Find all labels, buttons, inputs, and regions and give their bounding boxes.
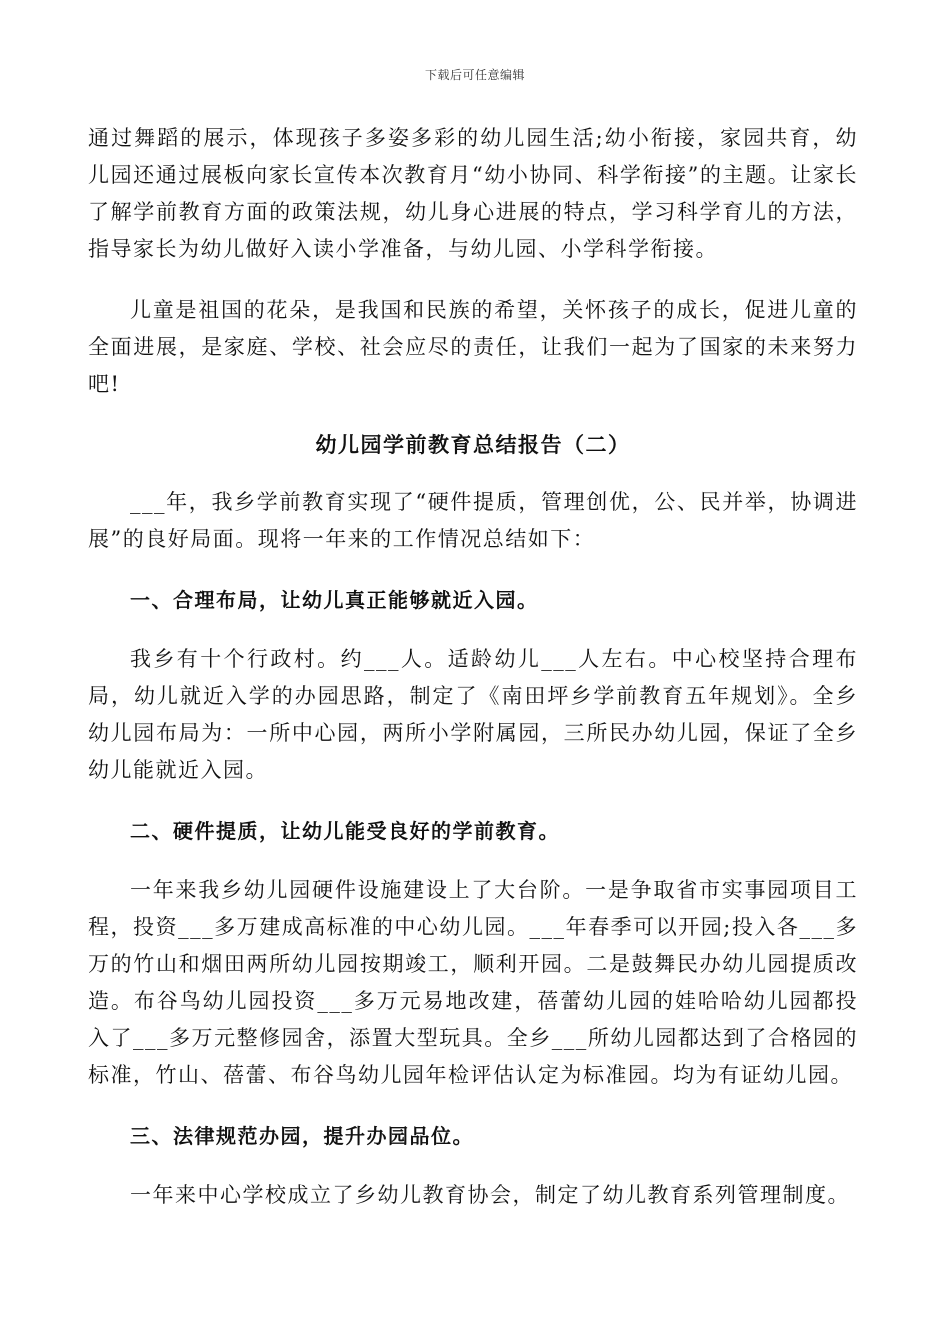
section-heading-2: 二、硬件提质，让幼儿能受良好的学前教育。 (130, 819, 560, 843)
section-heading-1: 一、合理布局，让幼儿真正能够就近入园。 (130, 588, 539, 612)
document-body (88, 120, 858, 1238)
report-title: 幼儿园学前教育总结报告（二） (315, 433, 631, 457)
header-note: 下载后可任意编辑 (424, 68, 525, 82)
paragraph-intro: ___年，我乡学前教育实现了“硬件提质，管理创优，公、民并举，协调进展”的良好局面。现将一年来的工作情况总结如下： (88, 490, 858, 551)
section-heading-3: 三、法律规范办园，提升办园品位。 (130, 1124, 474, 1148)
section-body-1: 我乡有十个行政村。约___人。适龄幼儿___人左右。中心校坚持合理布局，幼儿就近入学的办园思路，制定了《南田坪乡学前教育五年规划》。全乡幼儿园布局为：一所中心园，两所小学附属园，三所民办幼儿园，保证了全乡幼儿能就近入园。 (88, 647, 858, 782)
section-body-3: 一年来中心学校成立了乡幼儿教育协会，制定了幼儿教育系列管理制度。 (130, 1183, 850, 1207)
section-body-2: 一年来我乡幼儿园硬件设施建设上了大台阶。一是争取省市实事园项目工程，投资___多万建成高标准的中心幼儿园。___年春季可以开园;投入各___多万的竹山和烟田两所幼儿园按期竣工，顺利开园。二是鼓舞民办幼儿园提质改造。布谷鸟幼儿园投资___多万元易地改建，蓓蕾幼儿园的娃哈哈幼儿园都投入了___多万元整修园舍，添置大型玩具。全乡___所幼儿园都达到了合格园的标准，竹山、蓓蕾、布谷鸟幼儿园年检评估认定为标准园。均为有证幼儿园。 (88, 878, 858, 1087)
paragraph-continuation: 通过舞蹈的展示，体现孩子多姿多彩的幼儿园生活;幼小衔接，家园共育，幼儿园还通过展板向家长宣传本次教育月“幼小协同、科学衔接”的主题。让家长了解学前教育方面的政策法规，幼儿身心进展的特点，学习科学育儿的方法，指导家长为幼儿做好入读小学准备，与幼儿园、小学科学衔接。 (88, 126, 858, 261)
paragraph-children-future: 儿童是祖国的花朵，是我国和民族的希望，关怀孩子的成长，促进儿童的全面进展，是家庭、学校、社会应尽的责任，让我们一起为了国家的未来努力吧! (88, 298, 858, 396)
